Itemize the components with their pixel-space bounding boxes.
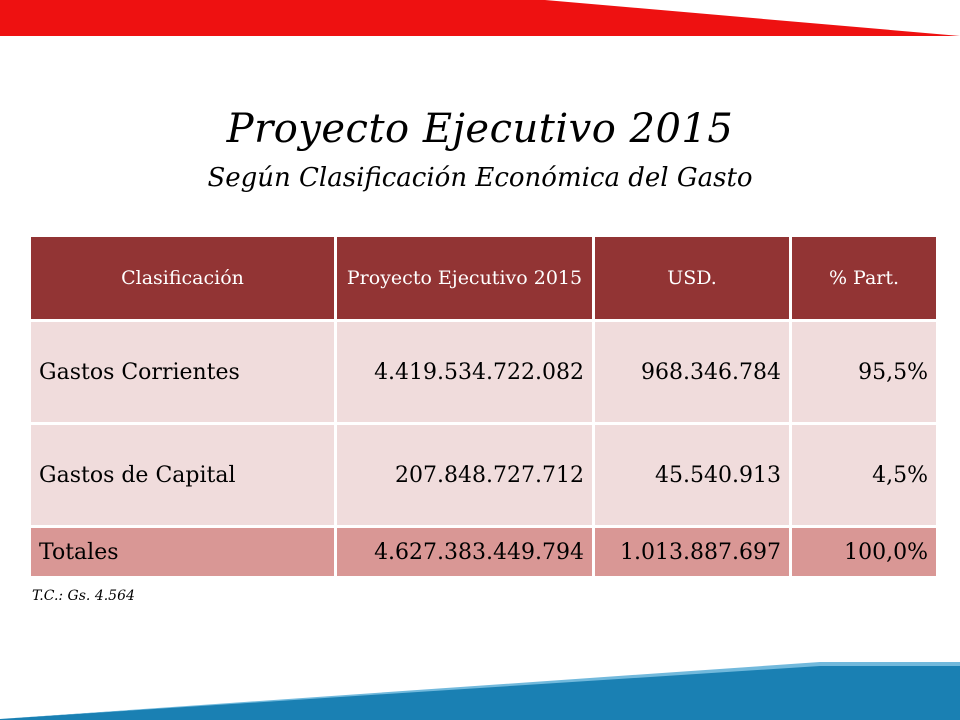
exchange-rate-note: T.C.: Gs. 4.564 — [32, 588, 135, 604]
row-part-value: 95,5% — [791, 321, 938, 424]
row-part-value: 4,5% — [791, 424, 938, 527]
header-part: % Part. — [791, 236, 938, 321]
row-label: Gastos de Capital — [30, 424, 336, 527]
row-proyecto-value: 4.419.534.722.082 — [336, 321, 594, 424]
page-title: Proyecto Ejecutivo 2015 — [226, 106, 734, 152]
row-proyecto-value: 207.848.727.712 — [336, 424, 594, 527]
header-usd: USD. — [594, 236, 791, 321]
table-row — [30, 424, 938, 527]
table-row — [30, 321, 938, 424]
total-label: Totales — [30, 527, 336, 578]
row-label: Gastos Corrientes — [30, 321, 336, 424]
total-usd-value: 1.013.887.697 — [594, 527, 791, 578]
header-clasificacion: Clasificación — [30, 236, 336, 321]
row-usd-value: 45.540.913 — [594, 424, 791, 527]
table-total-row — [30, 527, 938, 578]
total-part-value: 100,0% — [791, 527, 938, 578]
budget-table — [28, 234, 939, 579]
page-subtitle: Según Clasificación Económica del Gasto — [207, 163, 753, 193]
header-proyecto-ejecutivo: Proyecto Ejecutivo 2015 — [336, 236, 594, 321]
total-proyecto-value: 4.627.383.449.794 — [336, 527, 594, 578]
table-header-row — [30, 236, 938, 321]
row-usd-value: 968.346.784 — [594, 321, 791, 424]
